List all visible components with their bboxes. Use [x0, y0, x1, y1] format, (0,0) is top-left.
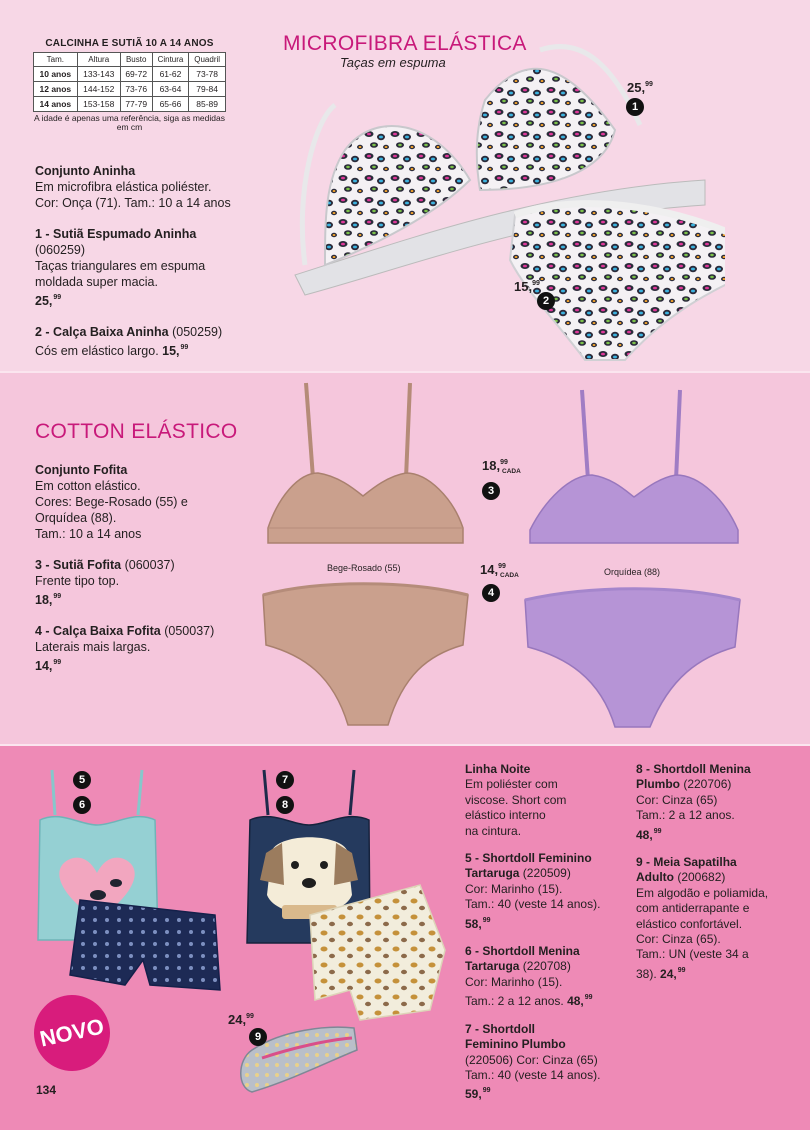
size-table [33, 52, 226, 112]
price-tag-3 [482, 458, 521, 475]
product-code: (050259) [168, 325, 223, 339]
price-integer: 15, [162, 344, 180, 358]
price-integer: 48, [567, 994, 584, 1009]
product-size: Tam.: 2 a 12 anos. [465, 994, 568, 1009]
product-name: Tartaruga [465, 866, 520, 881]
table-cell: 73-78 [189, 67, 226, 82]
table-header: Busto [120, 53, 152, 67]
product-size: Tam.: 40 (veste 14 anos). [465, 1067, 601, 1082]
turtle-shortdoll-shorts-illustration [65, 890, 225, 1000]
table-cell: 63-64 [152, 82, 189, 97]
product-name: 6 - Shortdoll Menina [465, 944, 580, 959]
collection-title: Linha Noite [465, 762, 531, 776]
price-integer: 14, [480, 562, 499, 577]
price-decimal: 99 [53, 659, 62, 666]
collection-description: viscose. Short com [465, 792, 567, 807]
table-cell: 12 anos [34, 82, 78, 97]
table-cell: 10 anos [34, 67, 78, 82]
table-cell: 85-89 [189, 97, 226, 112]
table-header: Altura [77, 53, 120, 67]
product-name: Conjunto Fofita [35, 463, 128, 477]
product-price [660, 967, 685, 981]
price-decimal: 99 [498, 563, 506, 570]
price-tag-4 [480, 562, 519, 579]
product-code: (050037) [160, 624, 215, 638]
color-label-orchid: Orquídea (88) [604, 567, 661, 577]
item-number-badge: 3 [482, 482, 500, 500]
product-name: 7 - Shortdoll [465, 1021, 535, 1036]
collection-description: Em poliéster com [465, 777, 558, 792]
conjunto-fofita-description [35, 462, 255, 689]
orchid-panty-illustration [520, 582, 745, 732]
price-decimal: 99 [584, 994, 593, 1002]
table-header: Cintura [152, 53, 189, 67]
section-subtitle: Taças em espuma [340, 55, 446, 70]
product-description: Em algodão e poliamida, [636, 885, 769, 900]
price-decimal: 99 [500, 459, 508, 466]
table-cell: 14 anos [34, 97, 78, 112]
product-material: Em microfibra elástica poliéster. [35, 180, 212, 194]
table-cell: 65-66 [152, 97, 189, 112]
price-integer: 18, [35, 593, 53, 607]
product-name: 5 - Shortdoll Feminino [465, 851, 592, 866]
beige-bra-illustration [258, 378, 473, 548]
item-number-badge: 5 [73, 771, 91, 789]
table-row [34, 67, 226, 82]
item-number-badge: 2 [537, 292, 555, 310]
table-header-row [34, 53, 226, 67]
product-code: (220509) [519, 866, 571, 881]
divider [0, 744, 810, 746]
price-decimal: 99 [532, 280, 540, 287]
table-cell: 79-84 [189, 82, 226, 97]
leopard-bra-and-panty-illustration [285, 40, 725, 370]
product-material: Em cotton elástico. [35, 479, 141, 493]
collection-description: na cintura. [465, 823, 522, 838]
price-integer: 25, [35, 294, 53, 308]
product-code-color: (220506) Cor: Cinza (65) [465, 1052, 598, 1067]
product-name: Adulto [636, 870, 674, 885]
product-description: Cós em elástico largo. [35, 344, 163, 358]
product-size: Tam.: 2 a 12 anos. [636, 808, 735, 823]
price-integer: 14, [35, 659, 53, 673]
page-number: 134 [36, 1083, 57, 1097]
product-description: Taças triangulares em espuma [35, 259, 206, 273]
product-code: (220708) [519, 959, 571, 974]
price-tag-1 [627, 80, 653, 95]
price-each-label: CADA [500, 572, 519, 579]
price-decimal: 99 [482, 916, 491, 924]
product-color: Cor: Cinza (65). [636, 932, 721, 947]
price-decimal: 99 [180, 344, 189, 351]
collection-description: elástico interno [465, 808, 546, 823]
price-decimal: 99 [53, 593, 62, 600]
price-decimal: 99 [246, 1013, 254, 1020]
item-number-badge: 7 [276, 771, 294, 789]
product-code: (220706) [680, 777, 732, 792]
product-code: (060037) [121, 558, 175, 572]
product-color: Cor: Cinza (65) [636, 792, 718, 807]
price-integer: 24, [660, 966, 677, 981]
price-decimal: 99 [53, 294, 62, 301]
product-colors: Cores: Bege-Rosado (55) e [35, 495, 188, 509]
table-cell: 61-62 [152, 67, 189, 82]
table-cell: 133-143 [77, 67, 120, 82]
product-name: Tartaruga [465, 959, 520, 974]
item-number-badge: 8 [276, 796, 294, 814]
price-tag-2 [514, 279, 540, 294]
price-integer: 15, [514, 279, 533, 294]
product-size: Tam.: UN (veste 34 a [636, 947, 749, 962]
linha-noite-column-1 [465, 762, 635, 1118]
product-code: (200682) [674, 870, 726, 885]
table-cell: 73-76 [120, 82, 152, 97]
table-cell: 69-72 [120, 67, 152, 82]
product-code: (060259) [35, 243, 86, 257]
product-name: 8 - Shortdoll Menina [636, 762, 751, 776]
table-header: Quadril [189, 53, 226, 67]
item-number-badge: 6 [73, 796, 91, 814]
size-chart-note: A idade é apenas uma referência, siga as medidas em cm [34, 113, 225, 133]
product-price [35, 294, 61, 308]
product-price [35, 593, 61, 607]
price-decimal: 99 [677, 966, 686, 974]
price-integer: 18, [482, 458, 501, 473]
product-color-size: Cor: Onça (71). Tam.: 10 a 14 anos [35, 196, 231, 210]
section-title-cotton: COTTON ELÁSTICO [35, 420, 238, 443]
price-integer: 48, [636, 827, 653, 842]
beige-panty-illustration [258, 575, 473, 730]
product-name: 2 - Calça Baixa Aninha [35, 325, 169, 339]
product-description: elástico confortável. [636, 916, 743, 931]
product-name: 4 - Calça Baixa Fofita [35, 624, 161, 638]
product-name: 1 - Sutiã Espumado Aninha [35, 227, 197, 241]
linha-noite-column-2 [636, 762, 806, 997]
product-color: Cor: Marinho (15). [465, 881, 563, 896]
product-price [636, 828, 661, 842]
product-colors: Orquídea (88). [35, 511, 117, 525]
product-color: Cor: Marinho (15). [465, 974, 563, 989]
product-price [465, 917, 490, 931]
table-cell: 153-158 [77, 97, 120, 112]
item-number-badge: 1 [626, 98, 644, 116]
product-name: 3 - Sutiã Fofita [35, 558, 122, 572]
section-title-microfibra: MICROFIBRA ELÁSTICA [283, 32, 527, 55]
product-name: Plumbo [636, 777, 680, 792]
table-row [34, 82, 226, 97]
item-number-badge: 9 [249, 1028, 267, 1046]
price-decimal: 99 [653, 827, 662, 835]
table-cell: 144-152 [77, 82, 120, 97]
new-badge-label: NOVO [37, 1013, 107, 1052]
product-name: Feminino Plumbo [465, 1037, 566, 1052]
table-cell: 77-79 [120, 97, 152, 112]
color-label-beige: Bege-Rosado (55) [327, 563, 401, 573]
product-description: moldada super macia. [35, 275, 158, 289]
item-number-badge: 4 [482, 584, 500, 602]
size-chart [33, 38, 226, 133]
price-each-label: CADA [502, 468, 521, 475]
table-header: Tam. [34, 53, 78, 67]
price-tag-9 [228, 1012, 254, 1027]
product-description: Frente tipo top. [35, 574, 120, 588]
product-price [465, 1087, 490, 1101]
price-decimal: 99 [645, 81, 653, 88]
product-size: Tam.: 10 a 14 anos [35, 527, 142, 541]
table-row [34, 97, 226, 112]
product-price [567, 994, 592, 1008]
product-description: com antiderrapante e [636, 901, 750, 916]
price-integer: 58, [465, 916, 482, 931]
product-size: Tam.: 40 (veste 14 anos). [465, 897, 601, 912]
price-integer: 59, [465, 1087, 482, 1102]
product-price [35, 659, 61, 673]
product-size: 38). [636, 966, 661, 981]
price-integer: 25, [627, 80, 646, 95]
size-chart-title: CALCINHA E SUTIÃ 10 A 14 ANOS [45, 38, 214, 49]
product-description: Laterais mais largas. [35, 640, 151, 654]
dog-shortdoll-shorts-illustration [300, 880, 450, 1025]
product-name: 9 - Meia Sapatilha [636, 855, 737, 870]
orchid-bra-illustration [520, 385, 745, 550]
price-integer: 24, [228, 1012, 247, 1027]
product-price [162, 344, 188, 358]
product-name: Conjunto Aninha [35, 164, 136, 178]
conjunto-aninha-description [35, 163, 275, 374]
price-decimal: 99 [482, 1087, 491, 1095]
